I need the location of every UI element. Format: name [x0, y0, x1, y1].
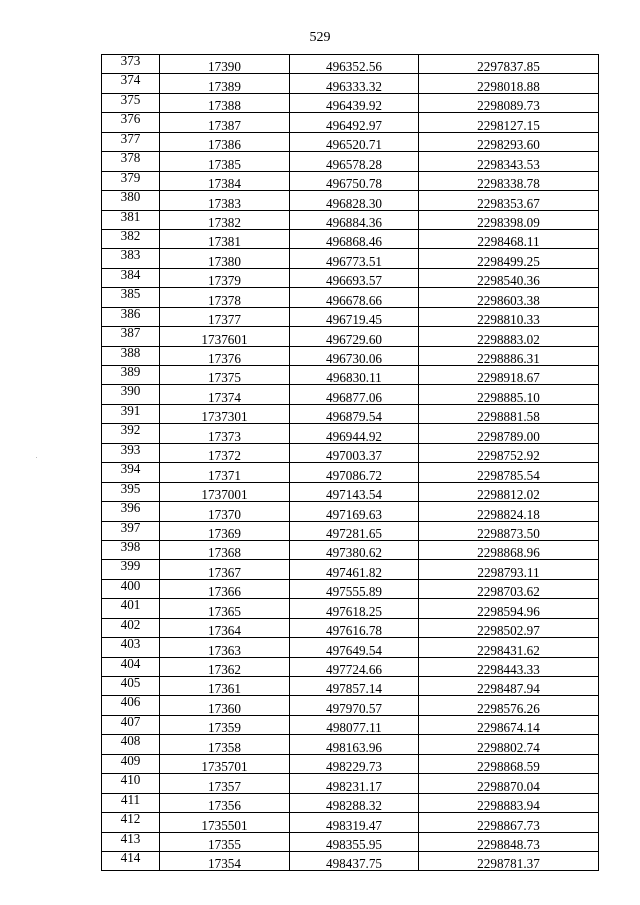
table-row: [102, 502, 599, 521]
table-row: [102, 677, 599, 696]
point-id-cell: 17386: [160, 132, 290, 151]
table-row: [102, 132, 599, 151]
point-id-cell: 1735701: [160, 754, 290, 773]
point-id-cell: 17355: [160, 832, 290, 851]
row-number-cell: 390: [102, 385, 160, 404]
x-coordinate-cell: 496879.54: [290, 404, 419, 423]
y-coordinate-cell: 2298848.73: [419, 832, 599, 851]
x-coordinate-cell: 497857.14: [290, 677, 419, 696]
table-row: [102, 229, 599, 248]
row-number-cell: 404: [102, 657, 160, 676]
row-number-cell: 393: [102, 443, 160, 462]
row-number-cell: 406: [102, 696, 160, 715]
y-coordinate-cell: 2298431.62: [419, 638, 599, 657]
y-coordinate-cell: 2298885.10: [419, 385, 599, 404]
y-coordinate-cell: 2298594.96: [419, 599, 599, 618]
x-coordinate-cell: 497143.54: [290, 482, 419, 501]
point-id-cell: 17375: [160, 366, 290, 385]
x-coordinate-cell: 496333.32: [290, 74, 419, 93]
table-row: [102, 521, 599, 540]
y-coordinate-cell: 2298603.38: [419, 288, 599, 307]
row-number-cell: 375: [102, 93, 160, 112]
point-id-cell: 17363: [160, 638, 290, 657]
row-number-cell: 374: [102, 74, 160, 93]
table-row: [102, 813, 599, 832]
table-row: [102, 93, 599, 112]
point-id-cell: 17356: [160, 793, 290, 812]
point-id-cell: 17365: [160, 599, 290, 618]
y-coordinate-cell: 2298674.14: [419, 715, 599, 734]
point-id-cell: 17376: [160, 346, 290, 365]
y-coordinate-cell: 2298089.73: [419, 93, 599, 112]
table-row: [102, 540, 599, 559]
table-row: [102, 443, 599, 462]
x-coordinate-cell: 496828.30: [290, 191, 419, 210]
point-id-cell: 17364: [160, 618, 290, 637]
y-coordinate-cell: 2298443.33: [419, 657, 599, 676]
point-id-cell: 17381: [160, 229, 290, 248]
table-row: [102, 327, 599, 346]
row-number-cell: 400: [102, 579, 160, 598]
row-number-cell: 381: [102, 210, 160, 229]
point-id-cell: 17379: [160, 268, 290, 287]
y-coordinate-cell: 2298338.78: [419, 171, 599, 190]
row-number-cell: 398: [102, 540, 160, 559]
point-id-cell: 17370: [160, 502, 290, 521]
y-coordinate-cell: 2298868.96: [419, 540, 599, 559]
row-number-cell: 378: [102, 152, 160, 171]
x-coordinate-cell: 497003.37: [290, 443, 419, 462]
y-coordinate-cell: 2298343.53: [419, 152, 599, 171]
table-row: [102, 404, 599, 423]
point-id-cell: 17389: [160, 74, 290, 93]
x-coordinate-cell: 497618.25: [290, 599, 419, 618]
table-row: [102, 618, 599, 637]
row-number-cell: 405: [102, 677, 160, 696]
y-coordinate-cell: 2298886.31: [419, 346, 599, 365]
table-row: [102, 851, 599, 870]
row-number-cell: 402: [102, 618, 160, 637]
x-coordinate-cell: 498288.32: [290, 793, 419, 812]
y-coordinate-cell: 2298881.58: [419, 404, 599, 423]
y-coordinate-cell: 2298127.15: [419, 113, 599, 132]
table-row: [102, 424, 599, 443]
table-row: [102, 288, 599, 307]
x-coordinate-cell: 496578.28: [290, 152, 419, 171]
table-row: [102, 696, 599, 715]
table-row: [102, 793, 599, 812]
x-coordinate-cell: 496352.56: [290, 55, 419, 74]
row-number-cell: 389: [102, 366, 160, 385]
point-id-cell: 17378: [160, 288, 290, 307]
x-coordinate-cell: 498229.73: [290, 754, 419, 773]
y-coordinate-cell: 2298802.74: [419, 735, 599, 754]
point-id-cell: 17382: [160, 210, 290, 229]
x-coordinate-cell: 498319.47: [290, 813, 419, 832]
point-id-cell: 17388: [160, 93, 290, 112]
y-coordinate-cell: 2298487.94: [419, 677, 599, 696]
table-row: [102, 754, 599, 773]
table-row: [102, 599, 599, 618]
row-number-cell: 411: [102, 793, 160, 812]
y-coordinate-cell: 2298499.25: [419, 249, 599, 268]
x-coordinate-cell: 497724.66: [290, 657, 419, 676]
y-coordinate-cell: 2298703.62: [419, 579, 599, 598]
y-coordinate-cell: 2298576.26: [419, 696, 599, 715]
row-number-cell: 387: [102, 327, 160, 346]
x-coordinate-cell: 496729.60: [290, 327, 419, 346]
x-coordinate-cell: 496884.36: [290, 210, 419, 229]
table-row: [102, 55, 599, 74]
point-id-cell: 17359: [160, 715, 290, 734]
row-number-cell: 383: [102, 249, 160, 268]
point-id-cell: 17385: [160, 152, 290, 171]
point-id-cell: 17369: [160, 521, 290, 540]
x-coordinate-cell: 498355.95: [290, 832, 419, 851]
y-coordinate-cell: 2298781.37: [419, 851, 599, 870]
row-number-cell: 396: [102, 502, 160, 521]
row-number-cell: 384: [102, 268, 160, 287]
point-id-cell: 17387: [160, 113, 290, 132]
row-number-cell: 386: [102, 307, 160, 326]
row-number-cell: 409: [102, 754, 160, 773]
row-number-cell: 413: [102, 832, 160, 851]
point-id-cell: 17357: [160, 774, 290, 793]
table-row: [102, 463, 599, 482]
table-row: [102, 385, 599, 404]
row-number-cell: 388: [102, 346, 160, 365]
y-coordinate-cell: 2298918.67: [419, 366, 599, 385]
x-coordinate-cell: 497086.72: [290, 463, 419, 482]
table-row: [102, 346, 599, 365]
x-coordinate-cell: 497169.63: [290, 502, 419, 521]
y-coordinate-cell: 2298293.60: [419, 132, 599, 151]
table-row: [102, 638, 599, 657]
x-coordinate-cell: 496877.06: [290, 385, 419, 404]
row-number-cell: 410: [102, 774, 160, 793]
row-number-cell: 377: [102, 132, 160, 151]
y-coordinate-cell: 2298540.36: [419, 268, 599, 287]
table-row: [102, 657, 599, 676]
point-id-cell: 1737601: [160, 327, 290, 346]
y-coordinate-cell: 2298873.50: [419, 521, 599, 540]
y-coordinate-cell: 2298870.04: [419, 774, 599, 793]
coordinates-table-body: [102, 55, 599, 871]
y-coordinate-cell: 2297837.85: [419, 55, 599, 74]
x-coordinate-cell: 496678.66: [290, 288, 419, 307]
point-id-cell: 17372: [160, 443, 290, 462]
y-coordinate-cell: 2298883.02: [419, 327, 599, 346]
point-id-cell: 17358: [160, 735, 290, 754]
y-coordinate-cell: 2298468.11: [419, 229, 599, 248]
row-number-cell: 403: [102, 638, 160, 657]
x-coordinate-cell: 497461.82: [290, 560, 419, 579]
row-number-cell: 376: [102, 113, 160, 132]
y-coordinate-cell: 2298353.67: [419, 191, 599, 210]
row-number-cell: 408: [102, 735, 160, 754]
table-row: [102, 774, 599, 793]
row-number-cell: 412: [102, 813, 160, 832]
table-row: [102, 249, 599, 268]
y-coordinate-cell: 2298398.09: [419, 210, 599, 229]
row-number-cell: 391: [102, 404, 160, 423]
x-coordinate-cell: 496719.45: [290, 307, 419, 326]
y-coordinate-cell: 2298752.92: [419, 443, 599, 462]
row-number-cell: 414: [102, 851, 160, 870]
x-coordinate-cell: 497616.78: [290, 618, 419, 637]
table-row: [102, 482, 599, 501]
row-number-cell: 385: [102, 288, 160, 307]
point-id-cell: 17374: [160, 385, 290, 404]
point-id-cell: 17366: [160, 579, 290, 598]
point-id-cell: 1735501: [160, 813, 290, 832]
table-row: [102, 268, 599, 287]
row-number-cell: 397: [102, 521, 160, 540]
row-number-cell: 401: [102, 599, 160, 618]
x-coordinate-cell: 496492.97: [290, 113, 419, 132]
table-row: [102, 171, 599, 190]
table-row: [102, 113, 599, 132]
point-id-cell: 17361: [160, 677, 290, 696]
point-id-cell: 1737301: [160, 404, 290, 423]
point-id-cell: 17383: [160, 191, 290, 210]
x-coordinate-cell: 498077.11: [290, 715, 419, 734]
point-id-cell: 17390: [160, 55, 290, 74]
coordinates-table: [101, 54, 599, 871]
x-coordinate-cell: 496773.51: [290, 249, 419, 268]
x-coordinate-cell: 496750.78: [290, 171, 419, 190]
x-coordinate-cell: 498231.17: [290, 774, 419, 793]
x-coordinate-cell: 497970.57: [290, 696, 419, 715]
x-coordinate-cell: 497380.62: [290, 540, 419, 559]
table-row: [102, 191, 599, 210]
point-id-cell: 17360: [160, 696, 290, 715]
point-id-cell: 17377: [160, 307, 290, 326]
y-coordinate-cell: 2298789.00: [419, 424, 599, 443]
x-coordinate-cell: 496520.71: [290, 132, 419, 151]
x-coordinate-cell: 496439.92: [290, 93, 419, 112]
y-coordinate-cell: 2298502.97: [419, 618, 599, 637]
point-id-cell: 17354: [160, 851, 290, 870]
point-id-cell: 17380: [160, 249, 290, 268]
row-number-cell: 382: [102, 229, 160, 248]
table-row: [102, 735, 599, 754]
table-row: [102, 579, 599, 598]
y-coordinate-cell: 2298867.73: [419, 813, 599, 832]
x-coordinate-cell: 496944.92: [290, 424, 419, 443]
y-coordinate-cell: 2298018.88: [419, 74, 599, 93]
row-number-cell: 407: [102, 715, 160, 734]
row-number-cell: 392: [102, 424, 160, 443]
x-coordinate-cell: 496693.57: [290, 268, 419, 287]
table-row: [102, 210, 599, 229]
x-coordinate-cell: 497555.89: [290, 579, 419, 598]
y-coordinate-cell: 2298810.33: [419, 307, 599, 326]
y-coordinate-cell: 2298868.59: [419, 754, 599, 773]
row-number-cell: 380: [102, 191, 160, 210]
y-coordinate-cell: 2298793.11: [419, 560, 599, 579]
y-coordinate-cell: 2298812.02: [419, 482, 599, 501]
table-row: [102, 832, 599, 851]
table-row: [102, 152, 599, 171]
x-coordinate-cell: 497281.65: [290, 521, 419, 540]
table-row: [102, 715, 599, 734]
row-number-cell: 394: [102, 463, 160, 482]
table-row: [102, 366, 599, 385]
row-number-cell: 379: [102, 171, 160, 190]
point-id-cell: 1737001: [160, 482, 290, 501]
point-id-cell: 17371: [160, 463, 290, 482]
table-row: [102, 560, 599, 579]
y-coordinate-cell: 2298785.54: [419, 463, 599, 482]
x-coordinate-cell: 496868.46: [290, 229, 419, 248]
x-coordinate-cell: 496730.06: [290, 346, 419, 365]
x-coordinate-cell: 498437.75: [290, 851, 419, 870]
x-coordinate-cell: 496830.11: [290, 366, 419, 385]
y-coordinate-cell: 2298824.18: [419, 502, 599, 521]
point-id-cell: 17384: [160, 171, 290, 190]
point-id-cell: 17362: [160, 657, 290, 676]
margin-mark: [36, 457, 37, 458]
row-number-cell: 373: [102, 55, 160, 74]
row-number-cell: 395: [102, 482, 160, 501]
point-id-cell: 17368: [160, 540, 290, 559]
table-row: [102, 74, 599, 93]
x-coordinate-cell: 497649.54: [290, 638, 419, 657]
y-coordinate-cell: 2298883.94: [419, 793, 599, 812]
table-row: [102, 307, 599, 326]
row-number-cell: 399: [102, 560, 160, 579]
x-coordinate-cell: 498163.96: [290, 735, 419, 754]
point-id-cell: 17373: [160, 424, 290, 443]
page-number: 529: [309, 30, 331, 45]
point-id-cell: 17367: [160, 560, 290, 579]
